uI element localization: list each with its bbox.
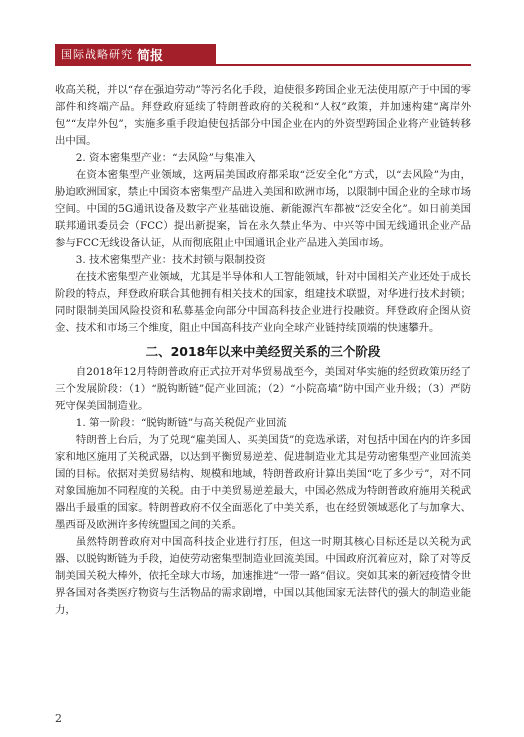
paragraph-continued: 收高关税，并以“存在强迫劳动”等污名化手段，迫使很多跨国企业无法使用原产于中国的零部件和终端产品。拜登政府延续了特朗普政府的关税和“人权”政策，并加速构建“离岸外包”“友岸外包”，实施多重手段迫使包括部分中国企业在内的外资型跨国企业将产业链转移出中国。 <box>55 84 471 147</box>
section-title: 二、2018年以来中美经贸关系的三个阶段 <box>145 344 381 359</box>
journal-tag: 简报 <box>137 48 164 64</box>
paragraph-stage-one: 特朗普上台后，为了兑现“雇美国人、买美国货”的竞选承诺，对包括中国在内的许多国家和地区施用了关税武器，以达到平衡贸易逆差、促进制造业尤其是劳动密集型产业回流美国的目标。依据对美贸易结构、规模和地域，特朗普政府计算出美国“吃了多少亏”，对不同对象国施加不同程度的关税。由于中美贸易逆差最大，中国必然成为特朗普政府施用关税武器出手最重的国家。特朗普政府不仅全面恶化了中美关系，也在经贸领域恶化了与加拿大、墨西哥及欧洲许多传统盟国之间的关系。 <box>55 434 471 531</box>
paragraph-capital-intensive: 在资本密集型产业领域，这两届美国政府都采取“泛安全化”方式，以“去风险”为由，胁迫欧洲国家，禁止中国资本密集型产品进入美国和欧洲市场，以限制中国企业的全球市场空间。中国的5G通讯设备及数字产业基础设施、新能源汽车都被“泛安全化”。如日前美国联邦通讯委员会（FCC）提出新提案，旨在永久禁止华为、中兴等中国无线通讯企业产品参与FCC无线设备认证，从而彻底阻止中国通讯企业产品进入美国市场。 <box>55 169 471 249</box>
paragraph-technology-intensive: 在技术密集型产业领域，尤其是半导体和人工智能领域，针对中国相关产业还处于成长阶段的特点，拜登政府联合其他拥有相关技术的国家，组建技术联盟，对华进行技术封锁；同时限制美国风险投资和私募基金向部分中国高科技企业进行投融资。拜登政府企图从资金、技术和市场三个维度，阻止中国高科技产业向全球产业链持续顶端的快速攀升。 <box>55 271 471 334</box>
subheading-stage-one: 1. 第一阶段：“脱钩断链”与高关税促产业回流 <box>75 417 287 429</box>
subheading-capital-intensive: 2. 资本密集型产业：“去风险”与集准入 <box>75 152 256 164</box>
paragraph-stages-intro: 自2018年12月特朗普政府正式拉开对华贸易战至今，美国对华实施的经贸政策历经了三个发展阶段：（1）“脱钩断链”促产业回流；（2）“小院高墙”防中国产业升级；（3）严防死守保美国制造业。 <box>55 366 471 412</box>
journal-brand: 国际战略研究 <box>61 48 133 61</box>
page-number: 2 <box>55 712 62 725</box>
header-rule <box>55 64 471 66</box>
article-body <box>55 82 471 619</box>
journal-header <box>55 44 216 64</box>
paragraph-stage-one-cont: 虽然特朗普政府对中国高科技企业进行打压，但这一时期其核心目标还是以关税为武器、以脱钩断链为手段，迫使劳动密集型制造业回流美国。中国政府沉着应对，除了对等反制美国关税大棒外，依托全球大市场，加速推进“一带一路”倡议。突如其来的新冠疫情令世界各国对各类医疗物资与生活物品的需求剧增，中国以其他国家无法替代的强大的制造业能力， <box>55 536 471 616</box>
subheading-technology-intensive: 3. 技术密集型产业：技术封锁与限制投资 <box>75 254 266 266</box>
